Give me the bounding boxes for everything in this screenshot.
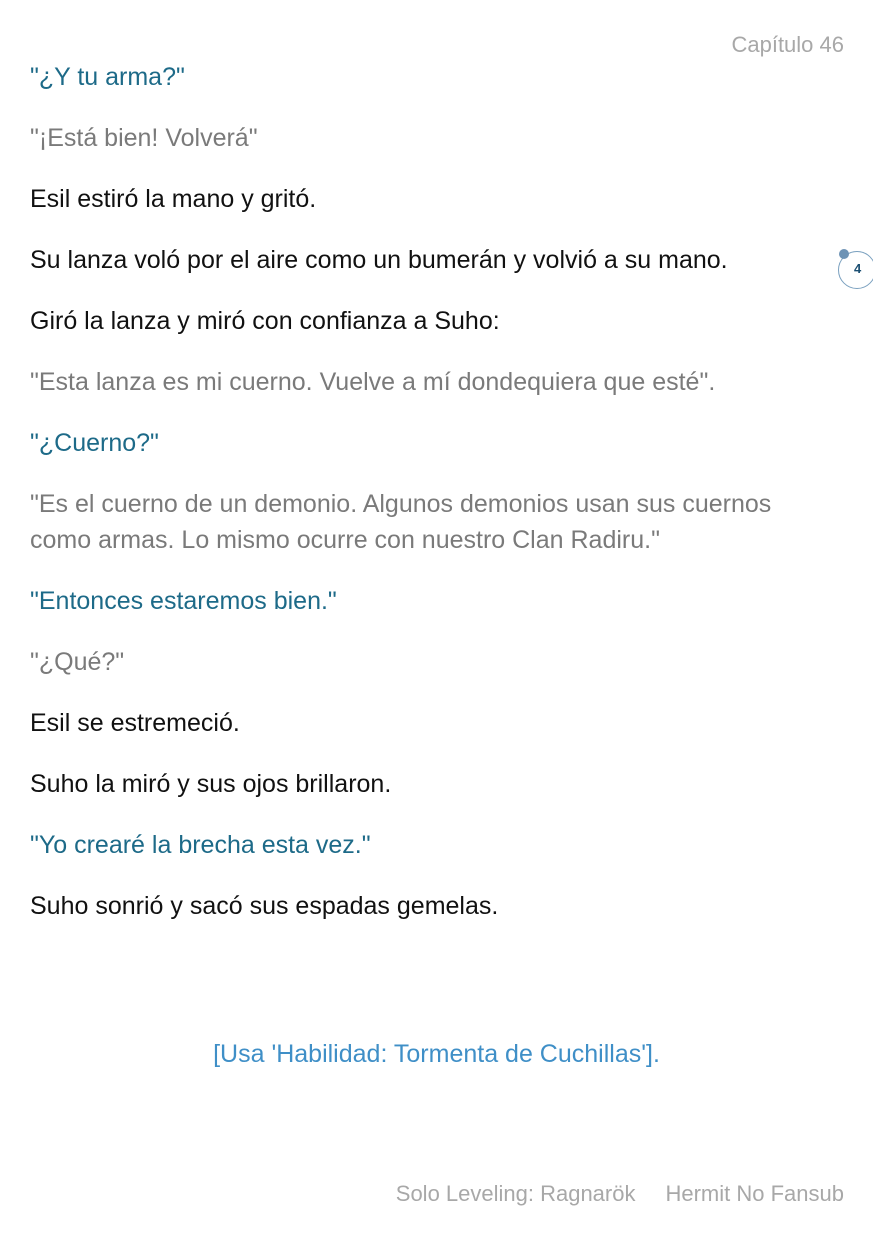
skill-notice: [Usa 'Habilidad: Tormenta de Cuchillas']. [213, 1040, 660, 1068]
paragraph: Suho la miró y sus ojos brillaron. [30, 770, 392, 798]
paragraph: "¿Y tu arma?" [30, 63, 185, 91]
paragraph: Su lanza voló por el aire como un bumerán y volvió a su mano. [30, 246, 728, 274]
paragraph: Esil estiró la mano y gritó. [30, 185, 317, 213]
paragraph: "¡Está bien! Volverá" [30, 124, 258, 152]
translator-credit: Hermit No Fansub [665, 1181, 844, 1206]
paragraph: "Esta lanza es mi cuerno. Vuelve a mí dondequiera que esté". [30, 368, 716, 396]
paragraph: "Yo crearé la brecha esta vez." [30, 831, 371, 859]
chapter-label: Capítulo 46 [731, 32, 844, 57]
paragraph: "Entonces estaremos bien." [30, 587, 337, 615]
book-title: Solo Leveling: Ragnarök [395, 1181, 636, 1206]
comment-marker[interactable] [838, 251, 873, 289]
page-footer [396, 1181, 844, 1207]
paragraph: "¿Qué?" [30, 648, 125, 676]
paragraph: Giró la lanza y miró con confianza a Suho: [30, 307, 500, 335]
comment-count: 4 [854, 261, 862, 276]
chapter-body [30, 59, 820, 949]
paragraph: "¿Cuerno?" [30, 429, 159, 457]
comment-bubble-icon [839, 249, 849, 259]
paragraph: "Es el cuerno de un demonio. Algunos demonios usan sus cuernos como armas. Lo mismo ocurre con nuestro Clan Radiru." [30, 490, 772, 554]
paragraph: Esil se estremeció. [30, 709, 240, 737]
paragraph: Suho sonrió y sacó sus espadas gemelas. [30, 892, 499, 920]
